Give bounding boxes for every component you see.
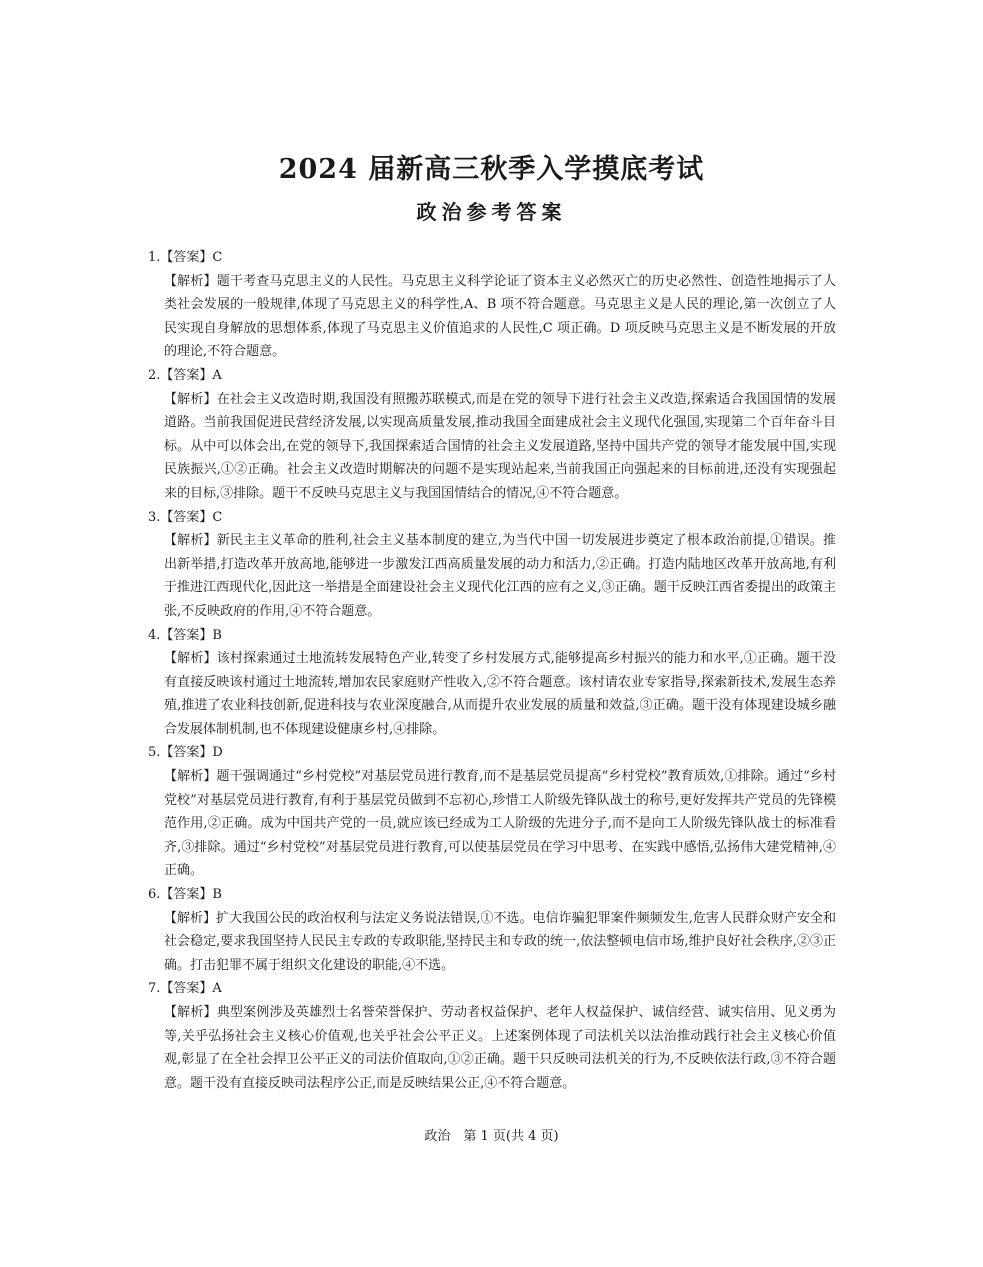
answer-list xyxy=(148,246,836,1095)
answer-item-3 xyxy=(148,506,836,624)
answer-label: 4.【答案】B xyxy=(148,627,222,643)
answer-item-5 xyxy=(148,741,836,883)
answer-explanation: 【解析】该村探索通过土地流转发展特色产业,转变了乡村发展方式,能够提高乡村振兴的能力和水平,①正确。题干没有直接反映该村通过土地流转,增加农民家庭财产性收入,②不符合题意。该村请农业专家指导,探索新技术,发展生态养殖,推进了农业科技创新,促进科技与农业深度融合,从而提升农业发展的质量和效益,③正确。题干没有体现建设城乡融合发展体制机制,也不体现建设健康乡村,④排除。 xyxy=(164,651,836,737)
answer-item-4 xyxy=(148,624,836,742)
page-footer: 政治 第 1 页(共 4 页) xyxy=(424,1129,559,1144)
answer-explanation: 【解析】典型案例涉及英雄烈士名誉荣誉保护、劳动者权益保护、老年人权益保护、诚信经营、诚实信用、见义勇为等,关乎弘扬社会主义核心价值观,也关乎社会公平正义。上述案例体现了司法机关以法治推动践行社会主义核心价值观,彰显了在全社会捍卫公平正义的司法价值取向,①②正确。题干只反映司法机关的行为,不反映依法行政,③不符合题意。题干没有直接反映司法程序公正,而是反映结果公正,④不符合题意。 xyxy=(164,1005,836,1091)
answer-explanation: 【解析】在社会主义改造时期,我国没有照搬苏联模式,而是在党的领导下进行社会主义改造,探索适合我国国情的发展道路。当前我国促进民营经济发展,以实现高质量发展,推动我国全面建成社会主义现代化强国,实现第二个百年奋斗目标。从中可以体会出,在党的领导下,我国探索适合国情的社会主义发展道路,坚持中国共产党的领导才能发展中国,实现民族振兴,①②正确。社会主义改造时期解决的问题不是实现站起来,当前我国正向强起来的目标前进,还没有实现强起来的目标,③排除。题干不反映马克思主义与我国国情结合的情况,④不符合题意。 xyxy=(164,391,836,501)
answer-explanation: 【解析】题干考查马克思主义的人民性。马克思主义科学论证了资本主义必然灭亡的历史必然性、创造性地揭示了人类社会发展的一般规律,体现了马克思主义的科学性,A、B 项不符合题意。马克思主义是人民的理论,第一次创立了人民实现自身解放的思想体系,体现了马克思主义价值追求的人民性,C 项正确。D 项反映马克思主义是不断发展的开放的理论,不符合题意。 xyxy=(164,273,836,360)
answer-label: 5.【答案】D xyxy=(148,745,223,761)
answer-item-1 xyxy=(148,246,836,364)
answer-label: 3.【答案】C xyxy=(148,509,223,525)
answer-label: 7.【答案】A xyxy=(148,981,222,997)
answer-label: 1.【答案】C xyxy=(148,250,223,265)
answer-explanation: 【解析】题干强调通过“乡村党校”对基层党员进行教育,而不是基层党员提高“乡村党校”教育质效,①排除。通过“乡村党校”对基层党员进行教育,有利于基层党员做到不忘初心,珍惜工人阶级先锋队战士的称号,更好发挥共产党员的先锋模范作用,②正确。成为中国共产党的一员,就应该已经成为工人阶级的先进分子,而不是向工人阶级先锋队战士的标准看齐,③排除。通过“乡村党校”对基层党员进行教育,可以使基层党员在学习中思考、在实践中感悟,弘扬伟大建党精神,④正确。 xyxy=(164,769,836,879)
answer-item-6 xyxy=(148,883,836,977)
answer-key-subtitle: 政治参考答案 xyxy=(416,200,567,224)
answer-explanation: 【解析】新民主主义革命的胜利,社会主义基本制度的建立,为当代中国一切发展进步奠定了根本政治前提,①错误。推出新举措,打造改革开放高地,能够进一步激发江西高质量发展的动力和活力,②正确。打造内陆地区改革开放高地,有利于推进江西现代化,因此这一举措是全面建设社会主义现代化江西的应有之义,③正确。题干反映江西省委提出的政策主张,不反映政府的作用,④不符合题意。 xyxy=(164,533,836,619)
answer-label: 2.【答案】A xyxy=(148,367,222,383)
exam-title: 2024 届新高三秋季入学摸底考试 xyxy=(278,154,705,185)
answer-label: 6.【答案】B xyxy=(148,887,222,903)
answer-explanation: 【解析】扩大我国公民的政治权利与法定义务说法错误,①不选。电信诈骗犯罪案件频频发生,危害人民群众财产安全和社会稳定,要求我国坚持人民民主专政的专政职能,坚持民主和专政的统一,依法整顿电信市场,维护良好社会秩序,②③正确。打击犯罪不属于组织文化建设的职能,④不选。 xyxy=(164,910,836,973)
answer-item-2 xyxy=(148,364,836,506)
answer-item-7 xyxy=(148,977,836,1095)
